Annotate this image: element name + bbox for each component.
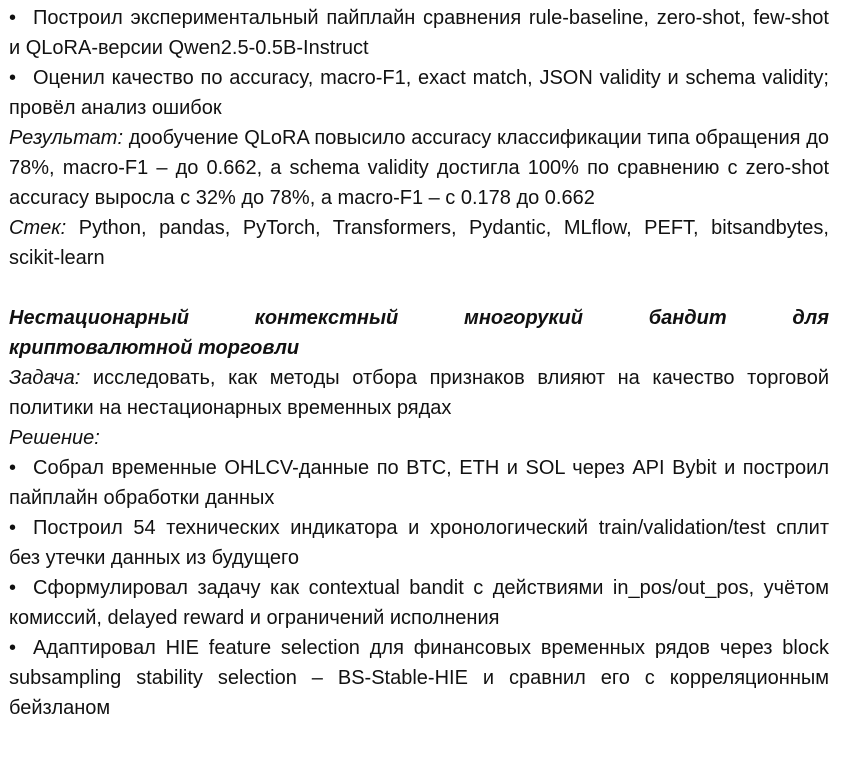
bullet-glyph: •: [9, 517, 17, 539]
bullet-item: [9, 3, 829, 63]
task-label: Задача:: [9, 367, 81, 389]
project-title: [9, 303, 829, 363]
project-title-line: Нестационарный контекстный многорукий бандит для: [9, 307, 829, 329]
bullet-item: [9, 63, 829, 123]
bullet-glyph: •: [9, 457, 17, 479]
stack-label: Стек:: [9, 217, 67, 239]
bullet-glyph: •: [9, 7, 17, 29]
result-label: Результат:: [9, 127, 123, 149]
result-paragraph: [9, 123, 829, 213]
bullet-text: Сформулировал задачу как contextual bandit с действиями in_pos/out_pos, учётом комиссий, delayed reward и ограничений исполнения: [9, 577, 829, 629]
solution-heading: [9, 423, 829, 453]
stack-paragraph: [9, 213, 829, 273]
solution-label: Решение:: [9, 427, 100, 449]
bullet-item: [9, 453, 829, 513]
bullet-text: Собрал временные OHLCV-данные по BTC, ETH и SOL через API Bybit и построил пайплайн обработки данных: [9, 457, 829, 509]
bullet-text: Построил 54 технических индикатора и хронологический train/validation/test сплит без утечки данных из будущего: [9, 517, 829, 569]
bullet-text: Адаптировал HIE feature selection для финансовых временных рядов через block subsampling stability selection – BS-Stable-HIE и сравнил его с корреляционным бейзланом: [9, 637, 829, 719]
task-paragraph: [9, 363, 829, 423]
bullet-glyph: •: [9, 67, 17, 89]
bullet-item: [9, 513, 829, 573]
bullet-text: Оценил качество по accuracy, macro-F1, exact match, JSON validity и schema validity; провёл анализ ошибок: [9, 67, 829, 119]
section-spacer: [9, 273, 829, 303]
project-title-line: криптовалютной торговли: [9, 337, 300, 359]
bullet-glyph: •: [9, 577, 17, 599]
stack-text: Python, pandas, PyTorch, Transformers, Pydantic, MLflow, PEFT, bitsandbytes, scikit-learn: [9, 217, 829, 269]
bullet-text: Построил экспериментальный пайплайн сравнения rule-baseline, zero-shot, few-shot и QLoRA-версии Qwen2.5-0.5B-Instruct: [9, 7, 829, 59]
bullet-item: [9, 573, 829, 633]
bullet-item: [9, 633, 829, 723]
result-text: дообучение QLoRA повысило accuracy классификации типа обращения до 78%, macro-F1 – до 0.662, а schema validity достигла 100% по сравнению с zero-shot accuracy выросла с 32% до 78%, а macro-F1 – с 0.178 до 0.662: [9, 127, 829, 209]
task-text: исследовать, как методы отбора признаков влияют на качество торговой политики на нестационарных временных рядах: [9, 367, 829, 419]
bullet-glyph: •: [9, 637, 17, 659]
